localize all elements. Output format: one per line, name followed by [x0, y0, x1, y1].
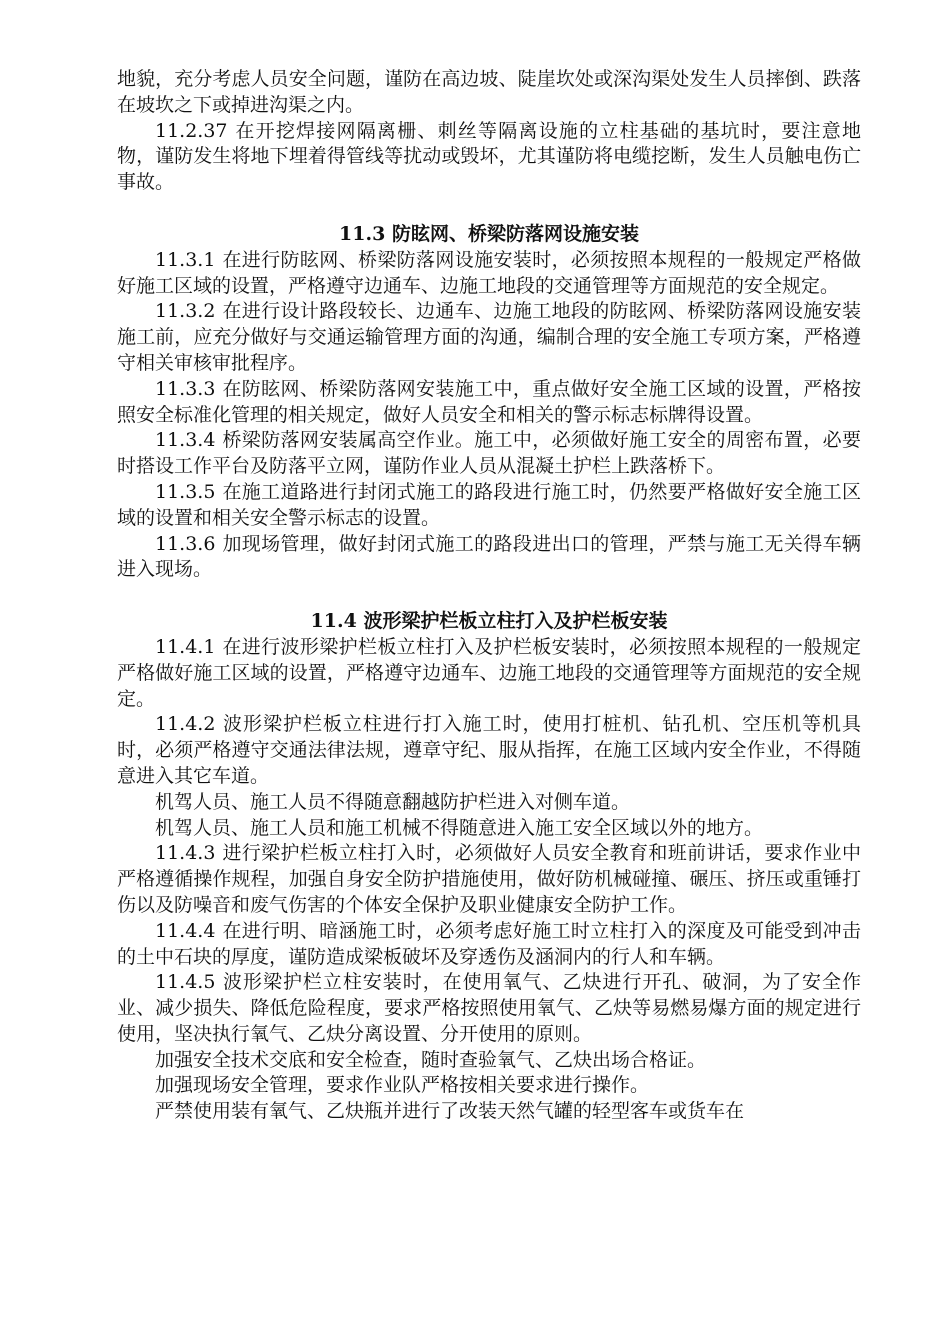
- clause-number: 11.3.5: [155, 480, 216, 503]
- clause-number: 11.3.6: [155, 532, 216, 555]
- clause-text: 桥梁防落网安装属高空作业。施工中，必须做好施工安全的周密布置，必要时搭设工作平台及防落平立网，谨防作业人员从混凝土护栏上跌落桥下。: [117, 429, 861, 478]
- clause-text: 在进行波形梁护栏板立柱打入及护栏板安装时，必须按照本规程的一般规定严格做好施工区域的设置，严格遵守边通车、边施工地段的交通管理等方面规范的安全规定。: [117, 635, 861, 710]
- clause-text: 在施工道路进行封闭式施工的路段进行施工时，仍然要严格做好安全施工区域的设置和相关安全警示标志的设置。: [117, 480, 861, 529]
- clause-11-3-4: [117, 428, 861, 480]
- paragraph: [117, 1073, 861, 1099]
- document-body: [117, 67, 861, 1125]
- clause-11-4-4: [117, 919, 861, 971]
- clause-text: 在进行明、暗涵施工时，必须考虑好施工时立柱打入的深度及可能受到冲击的土中石块的厚度，谨防造成梁板破坏及穿透伤及涵洞内的行人和车辆。: [117, 919, 861, 968]
- paragraph: [117, 1048, 861, 1074]
- clause-11-4-2: [117, 712, 861, 789]
- clause-number: 11.3.3: [155, 377, 216, 400]
- paragraph-text: 加强现场安全管理，要求作业队严格按相关要求进行操作。: [155, 1074, 650, 1097]
- clause-11-2-37: [117, 119, 861, 196]
- paragraph-text: 机驾人员、施工人员不得随意翻越防护栏进入对侧车道。: [155, 790, 631, 813]
- clause-11-4-5: [117, 970, 861, 1047]
- section-title: 波形梁护栏板立柱打入及护栏板安装: [363, 610, 668, 633]
- clause-number: 11.2.37: [155, 119, 228, 142]
- clause-11-3-5: [117, 480, 861, 532]
- clause-text: 波形梁护栏板立柱进行打入施工时，使用打桩机、钻孔机、空压机等机具时，必须严格遵守交通法律法规，遵章守纪、服从指挥，在施工区域内安全作业，不得随意进入其它车道。: [117, 713, 861, 787]
- clause-text: 加现场管理，做好封闭式施工的路段进出口的管理，严禁与施工无关得车辆进入现场。: [117, 532, 861, 581]
- clause-number: 11.4.5: [155, 971, 216, 994]
- section-heading-11-3: [117, 222, 861, 248]
- clause-text: 在开挖焊接网隔离栅、刺丝等隔离设施的立柱基础的基坑时，要注意地物，谨防发生将地下埋着得管线等扰动或毁坏，尤其谨防将电缆挖断，发生人员触电伤亡事故。: [117, 119, 861, 194]
- section-number: 11.3: [339, 222, 386, 245]
- section-title: 防眩网、桥梁防落网设施安装: [391, 222, 639, 245]
- section-number: 11.4: [310, 610, 357, 633]
- clause-number: 11.4.1: [155, 635, 216, 658]
- clause-number: 11.3.4: [155, 429, 216, 452]
- paragraph-text: 机驾人员、施工人员和施工机械不得随意进入施工安全区域以外的地方。: [155, 816, 764, 839]
- paragraph-text: 加强安全技术交底和安全检查，随时查验氧气、乙炔出场合格证。: [155, 1048, 707, 1071]
- clause-text: 在进行设计路段较长、边通车、边施工地段的防眩网、桥梁防落网设施安装施工前，应充分做好与交通运输管理方面的沟通，编制合理的安全施工专项方案，严格遵守相关审核审批程序。: [117, 300, 861, 374]
- clause-number: 11.3.1: [155, 248, 216, 271]
- clause-11-3-1: [117, 248, 861, 300]
- clause-11-3-6: [117, 532, 861, 584]
- clause-number: 11.4.3: [155, 842, 216, 865]
- clause-11-3-3: [117, 377, 861, 429]
- paragraph-text: 严禁使用装有氧气、乙炔瓶并进行了改装天然气罐的轻型客车或货车在: [155, 1100, 745, 1123]
- clause-number: 11.4.2: [155, 713, 216, 736]
- clause-11-4-3: [117, 841, 861, 918]
- clause-text: 进行梁护栏板立柱打入时，必须做好人员安全教育和班前讲话，要求作业中严格遵循操作规程，加强自身安全防护措施使用，做好防机械碰撞、碾压、挤压或重锤打伤以及防噪音和废气伤害的个体安全保护及职业健康安全防护工作。: [117, 842, 861, 916]
- paragraph: [117, 790, 861, 816]
- clause-text: 在防眩网、桥梁防落网安装施工中，重点做好安全施工区域的设置，严格按照安全标准化管理的相关规定，做好人员安全和相关的警示标志标牌得设置。: [117, 377, 861, 426]
- clause-11-4-1: [117, 635, 861, 712]
- paragraph: [117, 816, 861, 842]
- clause-text: 波形梁护栏立柱安装时，在使用氧气、乙炔进行开孔、破洞，为了安全作业、减少损失、降低危险程度，要求严格按照使用氧气、乙炔等易燃易爆方面的规定进行使用，坚决执行氧气、乙炔分离设置、分开使用的原则。: [117, 971, 861, 1045]
- clause-number: 11.4.4: [155, 919, 216, 942]
- clause-text: 在进行防眩网、桥梁防落网设施安装时，必须按照本规程的一般规定严格做好施工区域的设置，严格遵守边通车、边施工地段的交通管理等方面规范的安全规定。: [117, 248, 861, 297]
- clause-number: 11.3.2: [155, 300, 216, 323]
- clause-11-3-2: [117, 299, 861, 376]
- paragraph: [117, 1099, 861, 1125]
- paragraph-continued: 地貌，充分考虑人员安全问题，谨防在高边坡、陡崖坎处或深沟渠处发生人员摔倒、跌落在坡坎之下或掉进沟渠之内。: [117, 68, 861, 116]
- section-heading-11-4: [117, 609, 861, 635]
